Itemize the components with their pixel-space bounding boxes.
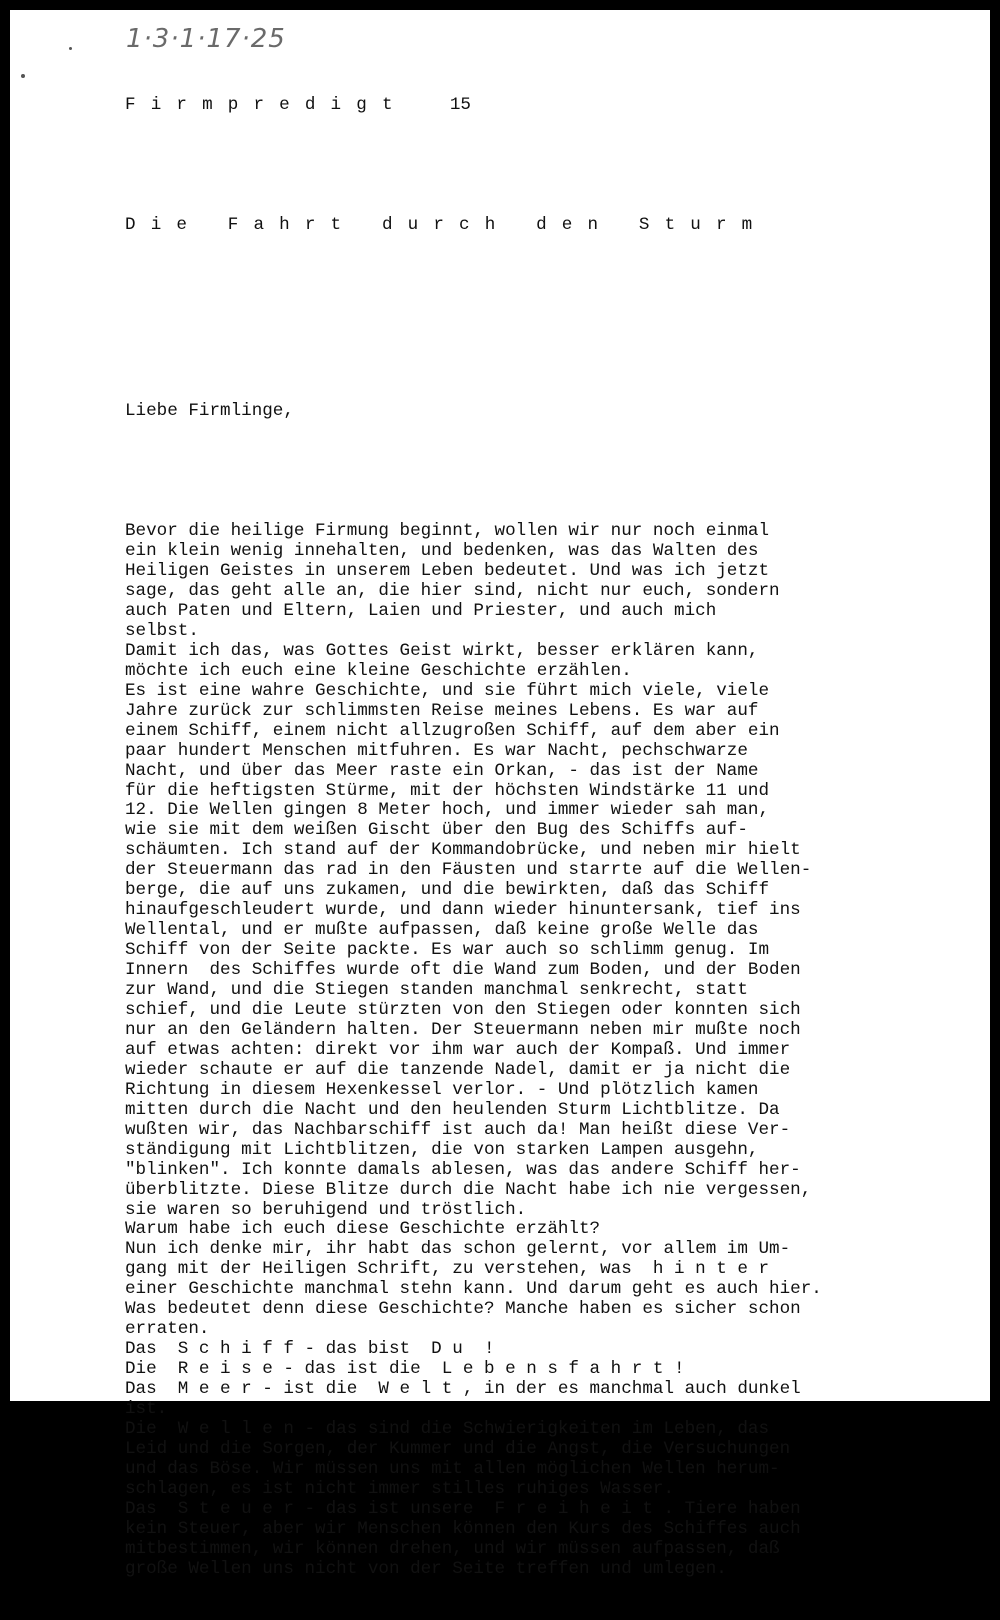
- text-line: gang mit der Heiligen Schrift, zu verstehen, was h i n t e r: [125, 1259, 770, 1280]
- text-line: und das Böse. Wir müssen uns mit allen möglichen Wellen herum-: [125, 1458, 780, 1479]
- text-line: erraten.: [125, 1319, 210, 1340]
- text-line: ständigung mit Lichtblitzen, die von starken Lampen ausgehn,: [125, 1139, 759, 1160]
- text-line: möchte ich euch eine kleine Geschichte erzählen.: [125, 660, 632, 681]
- subtitle: Die Fahrt durch den Sturm: [125, 214, 768, 235]
- text-line: Die W e l l e n - das sind die Schwierigkeiten im Leben, das: [125, 1419, 770, 1439]
- text-line: sage, das geht alle an, die hier sind, nicht nur euch, sondern: [125, 580, 780, 601]
- sermon-text: [125, 56, 985, 1620]
- scan-speck: [69, 47, 72, 50]
- document-page: [10, 10, 990, 1579]
- text-line: Wellental, und er mußte aufpassen, daß keine große Welle das: [125, 920, 759, 941]
- text-line: hinaufgeschleudert wurde, und dann wieder hinuntersank, tief ins: [125, 900, 801, 921]
- text-line: Leid und die Sorgen, der Kummer und die Angst, die Versuchungen: [125, 1438, 791, 1459]
- text-line: wie sie mit dem weißen Gischt über den Bug des Schiffs auf-: [125, 820, 748, 841]
- text-line: einem Schiff, einem nicht allzugroßen Schiff, auf dem aber ein: [125, 720, 780, 741]
- text-line: ein klein wenig innehalten, und bedenken, was das Walten des: [125, 541, 759, 562]
- text-line: auf etwas achten: direkt vor ihm war auch der Kompaß. Und immer: [125, 1039, 791, 1060]
- text-line: kein Steuer, aber wir Menschen können den Kurs des Schiffes auch: [125, 1518, 801, 1539]
- salutation: Liebe Firmlinge,: [125, 401, 294, 422]
- text-line: Bevor die heilige Firmung beginnt, wollen wir nur noch einmal: [125, 521, 770, 542]
- text-line: sie waren so beruhigend und tröstlich.: [125, 1199, 527, 1220]
- text-line: Schiff von der Seite packte. Es war auch so schlimm genug. Im: [125, 940, 770, 961]
- archive-number: 1·3·1·17·25: [126, 24, 286, 54]
- text-line: Warum habe ich euch diese Geschichte erzählt?: [125, 1219, 601, 1240]
- text-line: auch Paten und Eltern, Laien und Priester, und auch mich: [125, 600, 717, 621]
- text-line: 12. Die Wellen gingen 8 Meter hoch, und immer wieder sah man,: [125, 800, 770, 821]
- text-line: selbst.: [125, 620, 199, 641]
- text-line: Was bedeutet denn diese Geschichte? Manche haben es sicher schon: [125, 1299, 801, 1320]
- text-line: mitten durch die Nacht und den heulenden Sturm Lichtblitze. Da: [125, 1099, 780, 1120]
- text-line: "blinken". Ich konnte damals ablesen, was das andere Schiff her-: [125, 1159, 801, 1180]
- text-line: Heiligen Geistes in unserem Leben bedeutet. Und was ich jetzt: [125, 561, 770, 582]
- document-title: Firmpredigt: [125, 94, 408, 115]
- text-line: Das S c h i f f - das bist D u !: [125, 1339, 495, 1360]
- text-line: einer Geschichte manchmal stehn kann. Und darum geht es auch hier.: [125, 1279, 822, 1300]
- text-line: zur Wand, und die Stiegen standen manchmal senkrecht, statt: [125, 980, 748, 1001]
- text-line: wieder schaute er auf die tanzende Nadel, damit er ja nicht die: [125, 1059, 791, 1080]
- text-line: überblitzte. Diese Blitze durch die Nacht habe ich nie vergessen,: [125, 1179, 812, 1200]
- text-line: schief, und die Leute stürzten von den Stiegen oder konnten sich: [125, 999, 801, 1020]
- text-line: Innern des Schiffes wurde oft die Wand zum Boden, und der Boden: [125, 960, 801, 981]
- text-line: nur an den Geländern halten. Der Steuermann neben mir mußte noch: [125, 1019, 801, 1040]
- text-line: schlagen, es ist nicht immer stilles ruhiges Wasser.: [125, 1478, 675, 1499]
- page-number: 15: [449, 94, 471, 115]
- text-line: wußten wir, das Nachbarschiff ist auch da! Man heißt diese Ver-: [125, 1119, 791, 1140]
- text-line: große Wellen uns nicht von der Seite treffen und umlegen.: [125, 1558, 727, 1579]
- text-line: Richtung in diesem Hexenkessel verlor. - Und plötzlich kamen: [125, 1079, 759, 1100]
- text-line: der Steuermann das rad in den Fäusten und starrte auf die Wellen-: [125, 860, 812, 881]
- scan-speck: [21, 74, 25, 78]
- text-line: paar hundert Menschen mitfuhren. Es war Nacht, pechschwarze: [125, 740, 748, 761]
- text-line: für die heftigsten Stürme, mit der höchsten Windstärke 11 und: [125, 780, 770, 801]
- text-line: Damit ich das, was Gottes Geist wirkt, besser erklären kann,: [125, 640, 759, 661]
- text-line: schäumten. Ich stand auf der Kommandobrücke, und neben mir hielt: [125, 840, 801, 861]
- header-line: [125, 96, 985, 116]
- text-line: Nun ich denke mir, ihr habt das schon gelernt, vor allem im Um-: [125, 1239, 791, 1260]
- text-line: ist.: [125, 1399, 168, 1420]
- text-line: Nacht, und über das Meer raste ein Orkan, - das ist der Name: [125, 760, 759, 781]
- text-line: Es ist eine wahre Geschichte, und sie führt mich viele, viele: [125, 680, 770, 701]
- text-line: Das S t e u e r - das ist unsere F r e i h e i t . Tiere haben: [125, 1498, 801, 1519]
- text-line: mitbestimmen, wir können drehen, und wir müssen aufpassen, daß: [125, 1538, 780, 1559]
- text-line: Das M e e r - ist die W e l t , in der es manchmal auch dunkel: [125, 1379, 801, 1400]
- text-line: berge, die auf uns zukamen, und die bewirkten, daß das Schiff: [125, 880, 770, 901]
- text-line: Die R e i s e - das ist die L e b e n s f a h r t !: [125, 1359, 685, 1380]
- text-line: Jahre zurück zur schlimmsten Reise meines Lebens. Es war auf: [125, 700, 759, 721]
- body-text: [125, 522, 985, 1580]
